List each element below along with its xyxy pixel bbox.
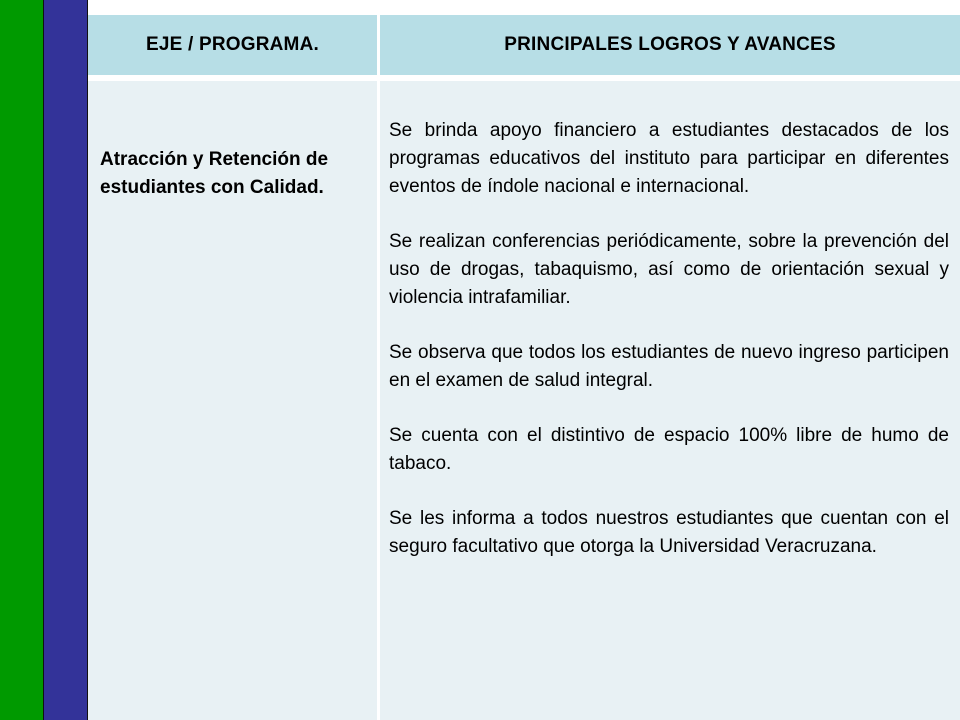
axis-program-cell: Atracción y Retención de estudiantes con Calidad. xyxy=(100,149,329,198)
achievement-paragraph: Se realizan conferencias periódicamente, sobre la prevención del uso de drogas, tabaquismo, así como de orientación sexual y violencia intrafamiliar. xyxy=(389,231,949,308)
header-eje-programa: EJE / PROGRAMA. xyxy=(146,34,319,55)
achievement-paragraph: Se les informa a todos nuestros estudiantes que cuentan con el seguro facultativo que otorga la Universidad Veracruzana. xyxy=(389,508,949,557)
achievement-paragraph: Se cuenta con el distintivo de espacio 100% libre de humo de tabaco. xyxy=(389,425,949,474)
table-header-row xyxy=(88,15,960,78)
header-logros-avances: PRINCIPALES LOGROS Y AVANCES xyxy=(504,34,836,55)
achievement-paragraph: Se observa que todos los estudiantes de nuevo ingreso participen en el examen de salud integral. xyxy=(389,342,949,391)
achievement-paragraph: Se brinda apoyo financiero a estudiantes destacados de los programas educativos del instituto para participar en diferentes eventos de índole nacional e internacional. xyxy=(389,120,949,197)
achievements-cell xyxy=(389,117,949,588)
column-divider xyxy=(377,15,380,720)
left-blue-stripe xyxy=(43,0,88,720)
left-green-stripe xyxy=(0,0,43,720)
